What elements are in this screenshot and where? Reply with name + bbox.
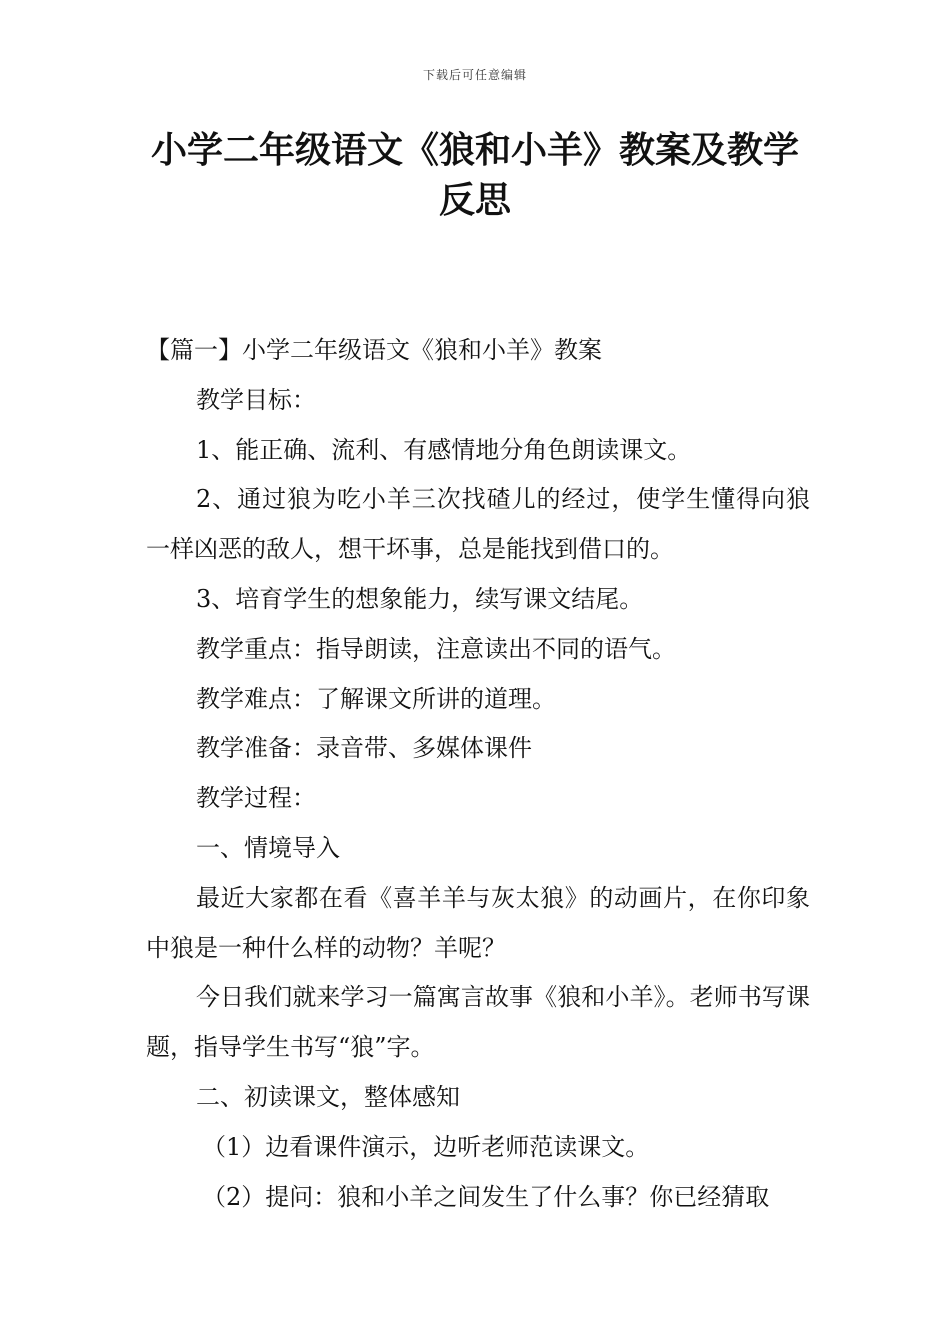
paragraph: 教学目标： bbox=[196, 385, 316, 414]
title-line-2: 反思 bbox=[438, 180, 511, 221]
paragraph: 一、情境导入 bbox=[196, 833, 340, 862]
paragraph: 教学重点：指导朗读，注意读出不同的语气。 bbox=[196, 634, 676, 663]
paragraph: 3、培育学生的想象能力，续写课文结尾。 bbox=[196, 584, 644, 613]
paragraph: 教学难点：了解课文所讲的道理。 bbox=[196, 684, 556, 713]
paragraph: 二、初读课文，整体感知 bbox=[196, 1082, 460, 1111]
header-note: 下载后可任意编辑 bbox=[422, 68, 527, 82]
section-heading: 【篇一】小学二年级语文《狼和小羊》教案 bbox=[146, 336, 602, 364]
paragraph: （2）提问：狼和小羊之间发生了什么事？你已经猜取 bbox=[202, 1182, 770, 1211]
paragraph: 2、通过狼为吃小羊三次找碴儿的经过，使学生懂得向狼一样凶恶的敌人，想干坏事，总是能找到借口的。 bbox=[146, 485, 810, 564]
title-line-1: 小学二年级语文《狼和小羊》教案及教学 bbox=[150, 130, 799, 171]
paragraph: 1、能正确、流利、有感情地分角色朗读课文。 bbox=[196, 435, 692, 464]
paragraph: 最近大家都在看《喜羊羊与灰太狼》的动画片，在你印象中狼是一种什么样的动物？羊呢？ bbox=[146, 883, 810, 962]
paragraph: 今日我们就来学习一篇寓言故事《狼和小羊》。老师书写课题，指导学生书写“狼”字。 bbox=[146, 983, 810, 1062]
paragraph: 教学准备：录音带、多媒体课件 bbox=[196, 734, 532, 763]
paragraph: （1）边看课件演示，边听老师范读课文。 bbox=[202, 1132, 650, 1161]
document-title bbox=[130, 126, 820, 226]
document-body bbox=[146, 326, 810, 1222]
paragraph: 教学过程： bbox=[196, 784, 316, 813]
